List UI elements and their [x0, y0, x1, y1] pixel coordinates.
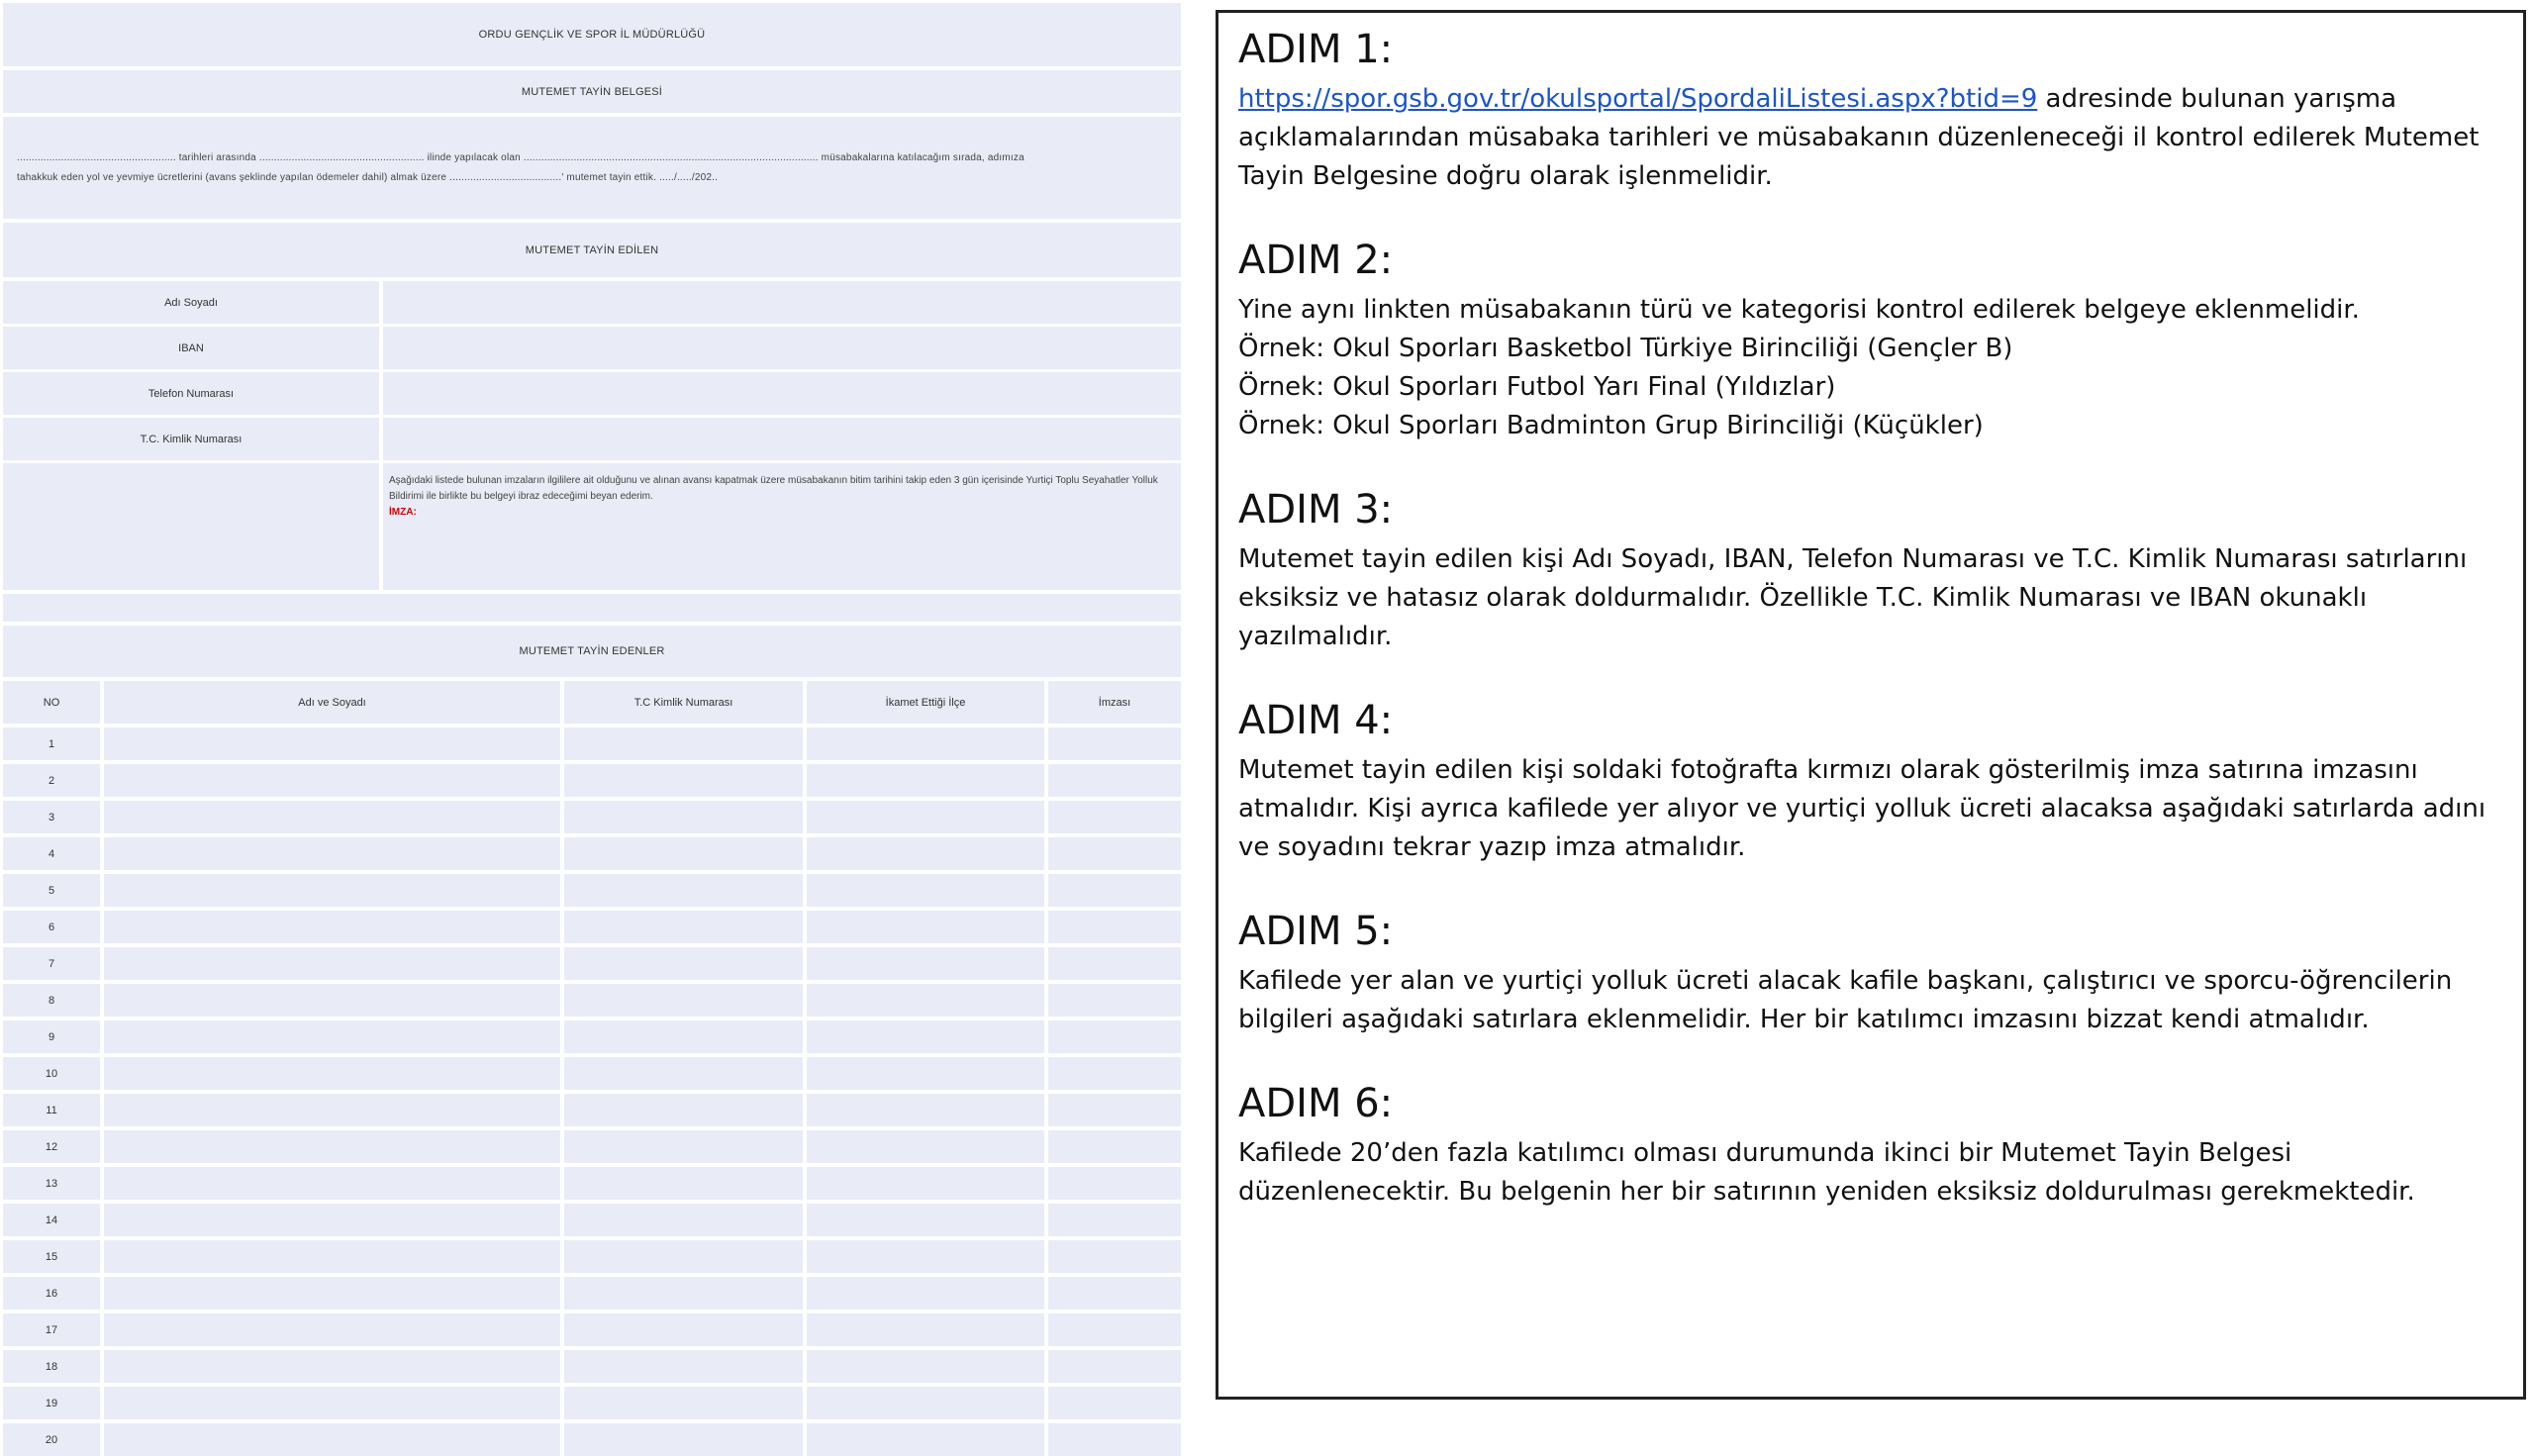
table-row — [3, 947, 1181, 980]
step-text: Mutemet tayin edilen kişi soldaki fotoğrafta kırmızı olarak gösterilmiş imza satırına imzasını atmalıdır. Kişi ayrıca kafilede yer alıyor ve yurtiçi yolluk ücreti alacaksa aşağıdaki satırlarda adını ve soyadını tekrar yazıp imza atmalıdır. — [1238, 755, 2486, 862]
field-row-tckn — [3, 418, 1181, 460]
field-value — [383, 418, 1181, 460]
step-2-example: Örnek: Okul Sporları Badminton Grup Birinciliği (Küçükler) — [1238, 411, 1984, 440]
table-cell — [104, 947, 560, 980]
table-cell — [1048, 1387, 1181, 1419]
table-cell — [564, 1130, 803, 1163]
form-org-title — [3, 3, 1181, 66]
row-number: 20 — [3, 1423, 100, 1456]
field-label: T.C. Kimlik Numarası — [3, 418, 379, 460]
step-title: ADIM 3: — [1238, 487, 1394, 533]
table-cell — [1048, 1277, 1181, 1310]
row-number: 17 — [3, 1313, 100, 1346]
step-title: ADIM 6: — [1238, 1081, 1394, 1126]
doc-title-text: MUTEMET TAYİN BELGESİ — [521, 85, 663, 98]
declaration-line-2: tahakkuk eden yol ve yevmiye ücretlerini (avans şeklinde yapılan ödemeler dahil) almak üzere ......................................' mutemet tayin ettik. ...../...../202.. — [17, 171, 719, 183]
table-cell — [564, 1094, 803, 1126]
table-cell — [104, 1167, 560, 1200]
row-number: 5 — [3, 874, 100, 907]
row-number: 15 — [3, 1240, 100, 1273]
field-label: Adı Soyadı — [3, 281, 379, 324]
table-cell — [1048, 911, 1181, 943]
table-cell — [104, 764, 560, 797]
table-cell — [807, 764, 1044, 797]
table-header: İkamet Ettiği İlçe — [807, 681, 1044, 724]
table-cell — [564, 1423, 803, 1456]
table-cell — [1048, 947, 1181, 980]
row-number: 11 — [3, 1094, 100, 1126]
table-cell — [564, 1020, 803, 1053]
row-number: 12 — [3, 1130, 100, 1163]
step-1-text: adresinde bulunan yarışma açıklamalarından müsabaka tarihleri ve müsabakanın düzenleneceği il kontrol edilerek Mutemet Tayin Belgesine doğru olarak işlenmelidir. — [1238, 84, 2480, 191]
table-cell — [807, 947, 1044, 980]
table-cell — [104, 1020, 560, 1053]
table-header: İmzası — [1048, 681, 1181, 724]
table-cell — [1048, 1167, 1181, 1200]
table-cell — [564, 1350, 803, 1383]
table-row — [3, 1057, 1181, 1090]
table-cell — [104, 1130, 560, 1163]
table-cell — [564, 1167, 803, 1200]
table-cell — [1048, 984, 1181, 1017]
signature-note-row — [3, 463, 1181, 590]
table-row — [3, 1167, 1181, 1200]
table-cell — [104, 1094, 560, 1126]
table-cell — [564, 764, 803, 797]
table-cell — [564, 1313, 803, 1346]
step-text: Kafilede yer alan ve yurtiçi yolluk ücreti alacak kafile başkanı, çalıştırıcı ve sporcu-öğrencilerin bilgileri aşağıdaki satırlara eklenmelidir. Her bir katılımcı imzasını bizzat kendi atmalıdır. — [1238, 966, 2453, 1034]
step-2 — [1238, 238, 2503, 445]
table-cell — [807, 1057, 1044, 1090]
portal-link[interactable]: https://spor.gsb.gov.tr/okulsportal/SpordaliListesi.aspx?btid=9 — [1238, 84, 2038, 114]
row-number: 6 — [3, 911, 100, 943]
field-value — [383, 281, 1181, 324]
field-row-iban — [3, 327, 1181, 369]
row-number: 8 — [3, 984, 100, 1017]
table-cell — [807, 1277, 1044, 1310]
table-cell — [807, 1387, 1044, 1419]
table-row — [3, 1277, 1181, 1310]
table-header: NO — [3, 681, 100, 724]
table-cell — [564, 728, 803, 760]
table-row — [3, 728, 1181, 760]
table-cell — [1048, 1020, 1181, 1053]
appointee-header — [3, 223, 1181, 277]
table-cell — [1048, 1423, 1181, 1456]
table-cell — [104, 874, 560, 907]
table-cell — [807, 1167, 1044, 1200]
table-cell — [104, 1240, 560, 1273]
table-cell — [807, 1313, 1044, 1346]
table-cell — [104, 911, 560, 943]
row-number: 1 — [3, 728, 100, 760]
row-number: 9 — [3, 1020, 100, 1053]
spacer-row — [3, 594, 1181, 622]
table-row — [3, 1130, 1181, 1163]
step-6 — [1238, 1081, 2503, 1212]
step-4 — [1238, 698, 2503, 867]
table-cell — [564, 837, 803, 870]
table-row — [3, 1313, 1181, 1346]
table-row — [3, 1020, 1181, 1053]
table-cell — [1048, 1130, 1181, 1163]
table-cell — [564, 801, 803, 833]
table-cell — [807, 1204, 1044, 1236]
appointers-header — [3, 626, 1181, 677]
row-number: 3 — [3, 801, 100, 833]
table-cell — [1048, 728, 1181, 760]
step-2-example: Örnek: Okul Sporları Futbol Yarı Final (Yıldızlar) — [1238, 372, 1836, 402]
declaration-line-1: ...................................................... tarihleri arasında ........................................................ ilinde yapılacak olan .................................................................................................... müsabakalarına katılacağım sırada, adımıza — [17, 151, 1024, 163]
form-document — [0, 0, 1183, 1446]
step-text: Mutemet tayin edilen kişi Adı Soyadı, IBAN, Telefon Numarası ve T.C. Kimlik Numarası satırlarını eksiksiz ve hatasız olarak doldurmalıdır. Özellikle T.C. Kimlik Numarası ve IBAN okunaklı yazılmalıdır. — [1238, 544, 2468, 651]
table-cell — [104, 837, 560, 870]
step-2-example: Örnek: Okul Sporları Basketbol Türkiye Birinciliği (Gençler B) — [1238, 334, 2013, 363]
table-cell — [104, 984, 560, 1017]
table-row — [3, 1094, 1181, 1126]
table-row — [3, 837, 1181, 870]
step-title: ADIM 1: — [1238, 27, 1394, 72]
note-spacer — [3, 463, 379, 590]
table-cell — [807, 1094, 1044, 1126]
field-row-phone — [3, 372, 1181, 415]
table-cell — [564, 874, 803, 907]
row-number: 2 — [3, 764, 100, 797]
table-cell — [1048, 874, 1181, 907]
field-label: Telefon Numarası — [3, 372, 379, 415]
table-cell — [807, 911, 1044, 943]
table-cell — [807, 1423, 1044, 1456]
table-cell — [1048, 801, 1181, 833]
step-title: ADIM 4: — [1238, 698, 1394, 743]
table-cell — [807, 1350, 1044, 1383]
instructions-panel — [1216, 10, 2526, 1400]
row-number: 13 — [3, 1167, 100, 1200]
table-cell — [104, 728, 560, 760]
table-cell — [564, 911, 803, 943]
table-cell — [564, 1057, 803, 1090]
table-cell — [104, 1387, 560, 1419]
imza-label: İMZA: — [389, 507, 417, 518]
table-cell — [1048, 837, 1181, 870]
note-cell — [383, 463, 1181, 590]
table-cell — [807, 1020, 1044, 1053]
step-5 — [1238, 909, 2503, 1039]
step-text: Kafilede 20’den fazla katılımcı olması durumunda ikinci bir Mutemet Tayin Belgesi düzenlenecektir. Bu belgenin her bir satırının yeniden eksiksiz doldurulması gerekmektedir. — [1238, 1138, 2415, 1207]
table-cell — [104, 1204, 560, 1236]
table-row — [3, 874, 1181, 907]
row-number: 19 — [3, 1387, 100, 1419]
table-cell — [104, 801, 560, 833]
table-cell — [564, 1204, 803, 1236]
table-row — [3, 1423, 1181, 1456]
table-cell — [1048, 764, 1181, 797]
table-cell — [564, 1387, 803, 1419]
table-row — [3, 801, 1181, 833]
row-number: 7 — [3, 947, 100, 980]
field-label: IBAN — [3, 327, 379, 369]
table-cell — [807, 728, 1044, 760]
table-cell — [1048, 1313, 1181, 1346]
step-2-line: Yine aynı linkten müsabakanın türü ve kategorisi kontrol edilerek belgeye eklenmelidir. — [1238, 295, 2360, 325]
table-cell — [807, 837, 1044, 870]
table-cell — [104, 1313, 560, 1346]
table-header: Adı ve Soyadı — [104, 681, 560, 724]
row-number: 16 — [3, 1277, 100, 1310]
table-row — [3, 764, 1181, 797]
form-declaration — [3, 117, 1181, 219]
table-cell — [807, 1240, 1044, 1273]
row-number: 14 — [3, 1204, 100, 1236]
table-cell — [104, 1350, 560, 1383]
row-number: 18 — [3, 1350, 100, 1383]
table-cell — [1048, 1204, 1181, 1236]
table-cell — [1048, 1350, 1181, 1383]
table-cell — [564, 984, 803, 1017]
appointers-header-text: MUTEMET TAYİN EDENLER — [519, 645, 665, 657]
table-cell — [104, 1277, 560, 1310]
row-number: 4 — [3, 837, 100, 870]
table-header-row — [3, 681, 1181, 724]
step-1 — [1238, 27, 2503, 196]
table-row — [3, 1350, 1181, 1383]
table-cell — [1048, 1240, 1181, 1273]
table-cell — [1048, 1057, 1181, 1090]
table-row — [3, 1387, 1181, 1419]
field-value — [383, 372, 1181, 415]
table-cell — [807, 1130, 1044, 1163]
appointee-header-text: MUTEMET TAYİN EDİLEN — [525, 243, 659, 256]
form-doc-title — [3, 70, 1181, 113]
table-cell — [564, 1277, 803, 1310]
declaration-note: Aşağıdaki listede bulunan imzaların ilgililere ait olduğunu ve alınan avansı kapatmak üzere müsabakanın bitim tarihini takip eden 3 gün içerisinde Yurtiçi Toplu Seyahatler Yolluk Bildirimi ile birlikte bu belgeyi ibraz edeceğimi beyan ederim. — [389, 475, 1158, 502]
table-header: T.C Kimlik Numarası — [564, 681, 803, 724]
table-cell — [104, 1057, 560, 1090]
table-row — [3, 1204, 1181, 1236]
field-row-name — [3, 281, 1181, 324]
step-3 — [1238, 487, 2503, 656]
table-cell — [807, 801, 1044, 833]
table-row — [3, 984, 1181, 1017]
table-row — [3, 1240, 1181, 1273]
step-title: ADIM 5: — [1238, 909, 1394, 954]
field-value — [383, 327, 1181, 369]
step-title: ADIM 2: — [1238, 238, 1394, 283]
table-cell — [807, 874, 1044, 907]
table-cell — [564, 947, 803, 980]
org-title-text: ORDU GENÇLİK VE SPOR İL MÜDÜRLÜĞÜ — [478, 29, 706, 41]
table-cell — [564, 1240, 803, 1273]
table-cell — [1048, 1094, 1181, 1126]
table-cell — [104, 1423, 560, 1456]
row-number: 10 — [3, 1057, 100, 1090]
step-text — [1238, 80, 2503, 196]
table-row — [3, 911, 1181, 943]
table-cell — [807, 984, 1044, 1017]
